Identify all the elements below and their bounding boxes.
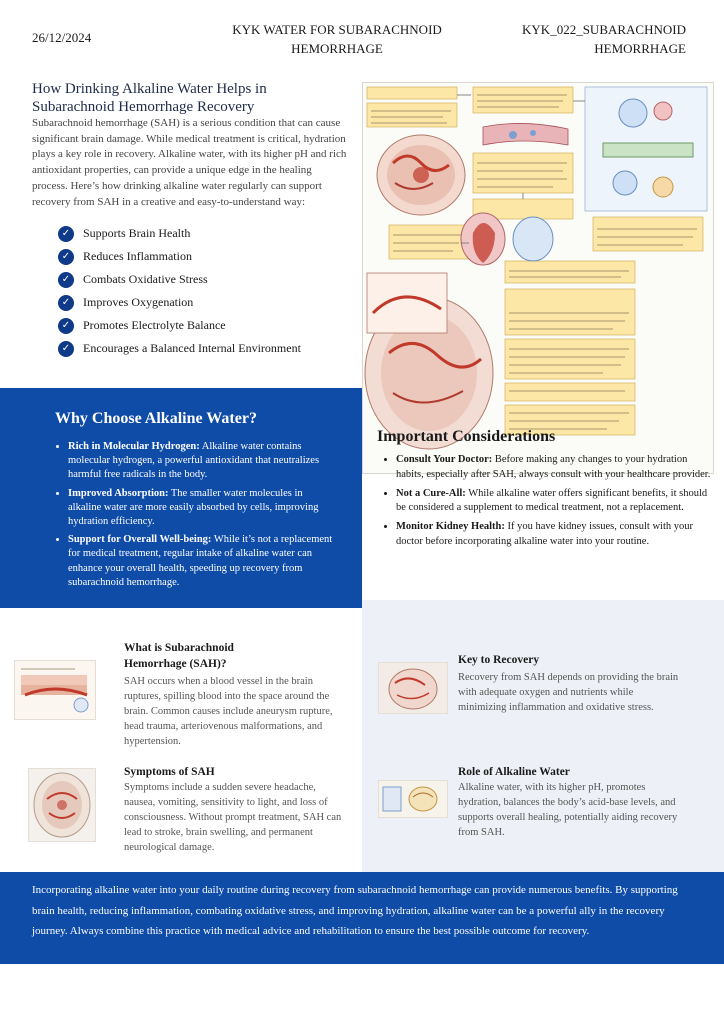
benefit-item	[58, 337, 358, 360]
benefits-list	[58, 222, 358, 360]
brain-scan-graphic	[379, 781, 447, 817]
brain-thumbnail	[378, 662, 448, 714]
key-recovery-body: Recovery from SAH depends on providing the brain with adequate oxygen and nutrients while minimizing inflammation and oxidative stress.	[458, 672, 679, 713]
check-circle-icon: ✓	[58, 318, 74, 334]
why-choose-panel	[0, 388, 362, 608]
why-item-text: Alkaline water contains molecular hydrogen, a powerful antioxidant that neutralizes harmful free radicals in the body.	[68, 441, 320, 481]
key-recovery-title: Key to Recovery	[458, 654, 540, 666]
considerations-list	[382, 453, 716, 554]
check-circle-icon: ✓	[58, 341, 74, 357]
skull-graphic	[29, 769, 95, 841]
benefit-label: Combats Oxidative Stress	[83, 272, 208, 286]
check-circle-icon: ✓	[58, 226, 74, 242]
conclusion-text: Incorporating alkaline water into your daily routine during recovery from subarachnoid hemorrhage can provide numerous benefits. By supporting brain health, reducing inflammation, combating oxidative stress, and improving hydration, alkaline water can be a powerful ally in the recovery journey. Always combine this practice with medical advice and rehabilitation to ensure the best possible outcome for recovery.	[32, 884, 678, 937]
consideration-label: Monitor Kidney Health:	[396, 521, 505, 533]
why-item-text: The smaller water molecules in alkaline water are more easily absorbed by cells, improving hydration efficiency.	[68, 487, 319, 528]
why-item-label: Rich in Molecular Hydrogen:	[68, 441, 200, 452]
considerations-title: Important Considerations	[377, 428, 556, 445]
document-code: KYK_022_SUBARACHNOID HEMORRHAGE	[522, 22, 686, 56]
brain-scan-thumbnail	[378, 780, 448, 818]
why-item-label: Improved Absorption:	[68, 487, 169, 499]
consideration-item	[396, 520, 716, 550]
why-item-label: Support for Overall Well-being:	[68, 534, 212, 546]
benefit-item	[58, 291, 358, 314]
consideration-item	[396, 453, 716, 483]
check-circle-icon: ✓	[58, 272, 74, 288]
why-item	[68, 440, 338, 483]
illustration-graphic	[363, 83, 713, 473]
intro-body: Subarachnoid hemorrhage (SAH) is a serious condition that can cause significant brain damage. While medical treatment is critical, hydration plays a key role in recovery. Alkaline water, with its higher pH and rich antioxidant properties, can provide a unique edge in the healing process. Here’s how drinking alkaline water regularly can support recovery from SAH in a creative and easy-to-understand way:	[32, 117, 347, 208]
why-item	[68, 487, 338, 530]
document-title: KYK WATER FOR SUBARACHNOID HEMORRHAGE	[232, 22, 442, 56]
consideration-label: Consult Your Doctor:	[396, 454, 493, 465]
document-date: 26/12/2024	[32, 30, 92, 45]
benefit-item	[58, 314, 358, 337]
what-is-sah-title: What is Subarachnoid Hemorrhage (SAH)?	[124, 642, 234, 670]
why-item	[68, 533, 338, 590]
check-circle-icon: ✓	[58, 295, 74, 311]
consideration-label: Not a Cure-All:	[396, 487, 466, 499]
benefit-label: Encourages a Balanced Internal Environment	[83, 341, 301, 355]
benefit-label: Improves Oxygenation	[83, 295, 194, 309]
what-is-sah-body: SAH occurs when a blood vessel in the brain ruptures, spilling blood into the space around the brain. Common causes include aneurysm rupture, head trauma, arteriovenous malformations, and hypertension.	[124, 676, 333, 747]
why-choose-list	[54, 440, 338, 594]
skull-thumbnail	[28, 768, 96, 842]
benefit-item	[58, 268, 358, 291]
benefit-label: Reduces Inflammation	[83, 249, 192, 263]
check-circle-icon: ✓	[58, 249, 74, 265]
sah-vessel-thumbnail	[14, 660, 96, 720]
benefit-item	[58, 222, 358, 245]
consideration-item	[396, 487, 716, 517]
benefit-label: Supports Brain Health	[83, 226, 191, 240]
brain-graphic	[379, 663, 447, 713]
sah-pathophysiology-illustration	[362, 82, 714, 474]
symptoms-title: Symptoms of SAH	[124, 766, 215, 778]
why-choose-title: Why Choose Alkaline Water?	[55, 410, 257, 427]
role-alkaline-title: Role of Alkaline Water	[458, 766, 570, 778]
consideration-text: While alkaline water offers significant benefits, it should be considered a supplement to medical treatment, not a replacement.	[396, 487, 708, 514]
symptoms-body: Symptoms include a sudden severe headache, nausea, vomiting, sensitivity to light, and loss of consciousness. Without prompt treatment, SAH can lead to stroke, brain swelling, and permanent neurological damage.	[124, 782, 342, 853]
conclusion-banner	[0, 872, 724, 964]
consideration-text: Before making any changes to your hydration habits, especially after SAH, always consult with your healthcare provider.	[396, 454, 711, 480]
benefit-label: Promotes Electrolyte Balance	[83, 318, 226, 332]
role-alkaline-body: Alkaline water, with its higher pH, promotes hydration, balances the body’s acid-base levels, and supports overall healing, potentially aiding recovery from SAH.	[458, 782, 678, 838]
consideration-text: If you have kidney issues, consult with your doctor before incorporating alkaline water into your routine.	[396, 521, 693, 547]
intro-heading: How Drinking Alkaline Water Helps in Subarachnoid Hemorrhage Recovery	[32, 81, 267, 115]
why-item-text: While it’s not a replacement for medical treatment, regular intake of alkaline water can enhance your overall health, speeding up recovery from subarachnoid hemorrhage.	[68, 534, 333, 588]
benefit-item	[58, 245, 358, 268]
sah-vessel-graphic	[15, 661, 95, 719]
